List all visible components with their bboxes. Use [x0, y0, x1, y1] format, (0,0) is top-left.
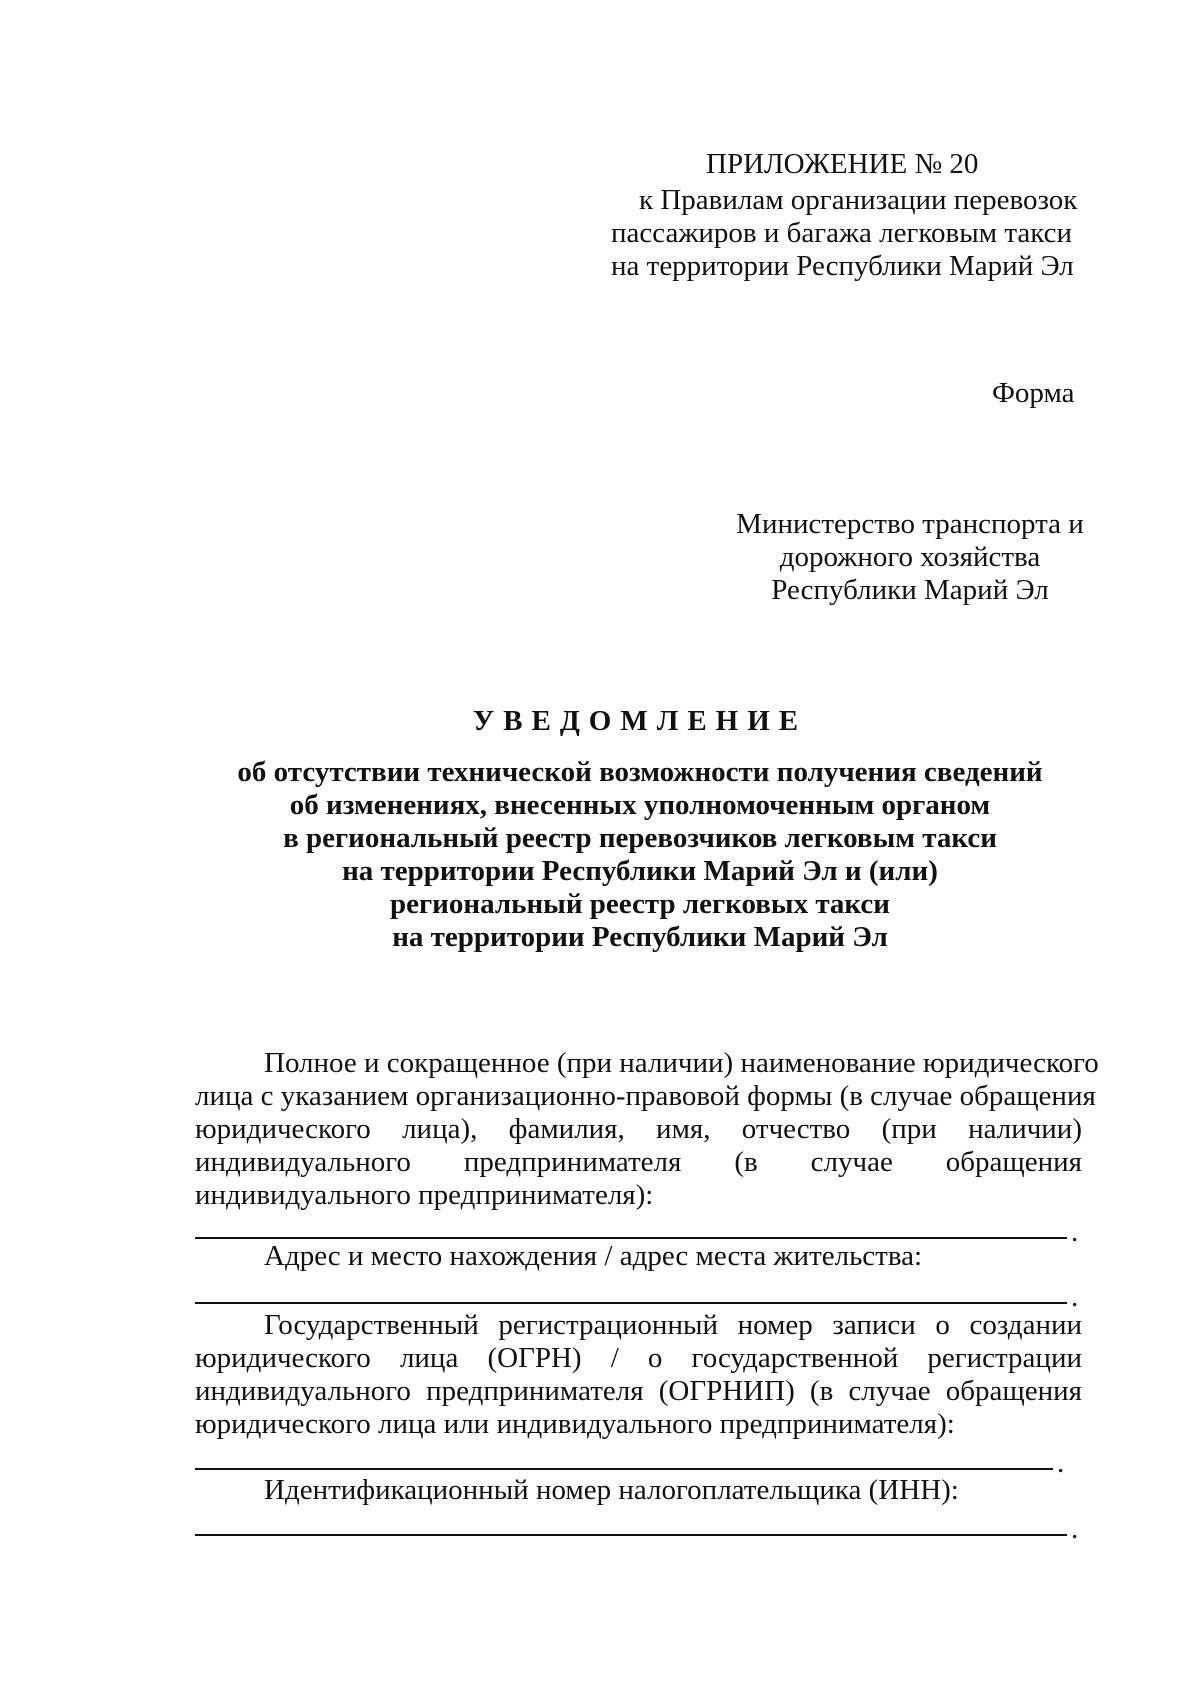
- ogrn-field-line-2: юридического лица (ОГРН) / о государственной регистрации: [195, 1342, 1082, 1374]
- subtitle-line-3: в региональный реестр перевозчиков легковым такси: [283, 822, 997, 854]
- subtitle-line-2: об изменениях, внесенных уполномоченным органом: [289, 789, 991, 821]
- inn-fill-period: .: [1071, 1513, 1079, 1545]
- subtitle-line-1: об отсутствии технической возможности получения сведений: [237, 756, 1043, 788]
- inn-field-label: Идентификационный номер налогоплательщика (ИНН):: [264, 1474, 959, 1506]
- recipient-line-3: Республики Марий Эл: [771, 574, 1049, 606]
- appendix-line-3: на территории Республики Марий Эл: [611, 250, 1074, 282]
- ogrn-fill-period: .: [1057, 1447, 1065, 1479]
- appendix-line-1: к Правилам организации перевозок: [639, 184, 1078, 216]
- document-title: УВЕДОМЛЕНИЕ: [472, 705, 808, 737]
- name-field-line-4: индивидуального предпринимателя (в случае обращения: [195, 1146, 1082, 1178]
- name-field-line-3: юридического лица), фамилия, имя, отчество (при наличии): [195, 1113, 1082, 1145]
- recipient-line-2: дорожного хозяйства: [779, 541, 1041, 573]
- subtitle-line-4: на территории Республики Марий Эл и (или): [342, 855, 938, 887]
- ogrn-fill-line[interactable]: [195, 1468, 1053, 1470]
- name-field-line-2: лица с указанием организационно-правовой формы (в случае обращения: [195, 1080, 1096, 1112]
- subtitle-line-5: региональный реестр легковых такси: [390, 888, 890, 920]
- appendix-title: ПРИЛОЖЕНИЕ № 20: [706, 148, 979, 180]
- inn-fill-line[interactable]: [195, 1534, 1067, 1536]
- ogrn-field-line-3: индивидуального предпринимателя (ОГРНИП) (в случае обращения: [195, 1375, 1082, 1407]
- ogrn-field-line-1: Государственный регистрационный номер записи о создании: [264, 1309, 1082, 1341]
- address-fill-period: .: [1071, 1281, 1079, 1313]
- name-fill-period: .: [1071, 1216, 1079, 1248]
- appendix-line-2: пассажиров и багажа легковым такси: [611, 217, 1072, 249]
- ogrn-field-line-4: юридического лица или индивидуального предпринимателя):: [195, 1408, 955, 1440]
- address-field-label: Адрес и место нахождения / адрес места жительства:: [264, 1240, 923, 1272]
- subtitle-line-6: на территории Республики Марий Эл: [392, 921, 888, 953]
- form-label: Форма: [992, 377, 1075, 409]
- name-field-line-1: Полное и сокращенное (при наличии) наименование юридического: [264, 1047, 1099, 1079]
- address-fill-line[interactable]: [195, 1302, 1067, 1304]
- recipient-line-1: Министерство транспорта и: [736, 508, 1084, 540]
- name-fill-line[interactable]: [195, 1237, 1067, 1239]
- name-field-line-5: индивидуального предпринимателя):: [195, 1179, 654, 1211]
